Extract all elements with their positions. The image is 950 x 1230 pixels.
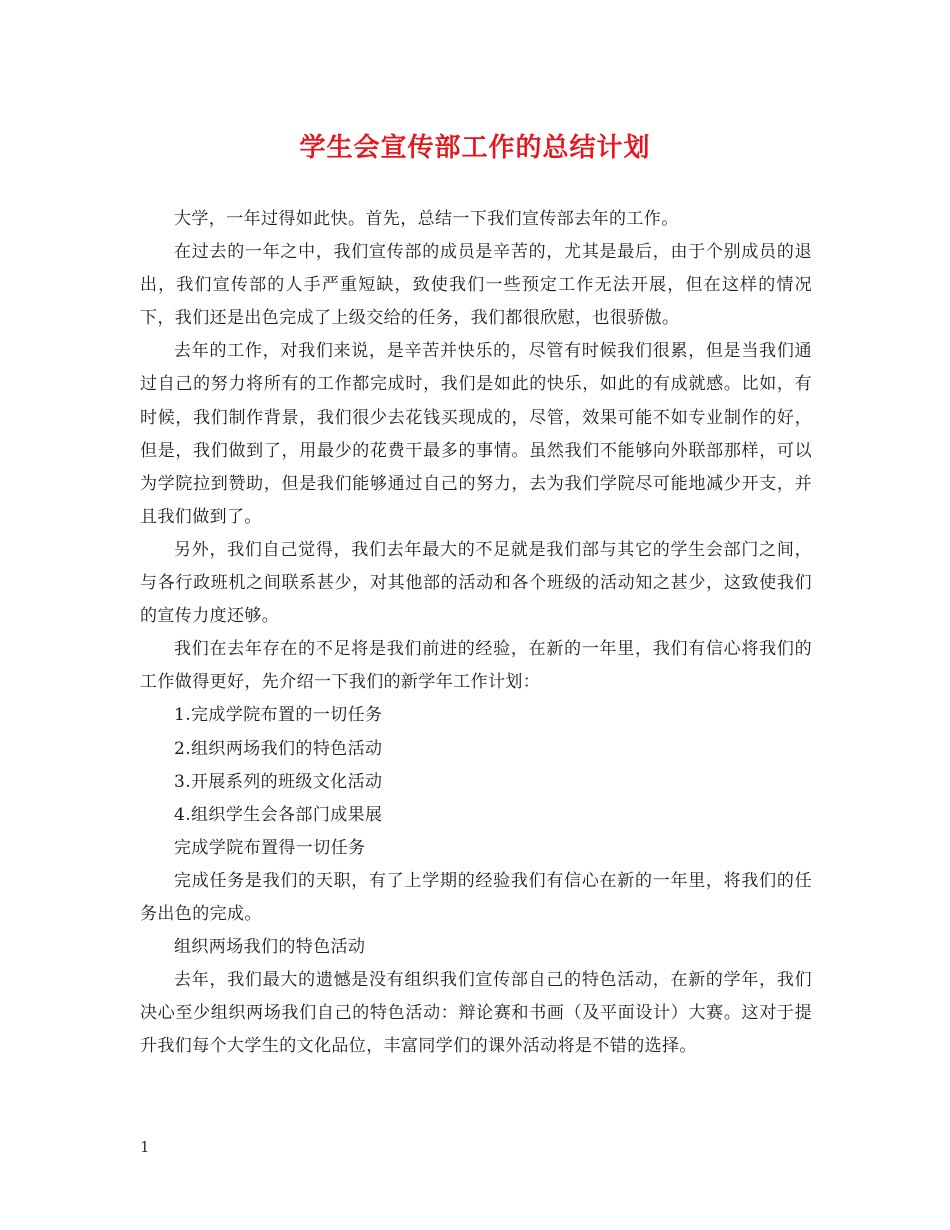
section-text-tasks: 完成任务是我们的天职，有了上学期的经验我们有信心在新的一年里，将我们的任务出色的完成。 <box>140 870 812 924</box>
section-text-activities: 去年，我们最大的遗憾是没有组织我们宣传部自己的特色活动，在新的学年，我们决心至少组织两场我们自己的特色活动：辩论赛和书画（及平面设计）大赛。这对于提升我们每个大学生的文化品位，丰富同学们的课外活动将是不错的选择。 <box>140 970 812 1057</box>
paragraph-past-year: 在过去的一年之中，我们宣传部的成员是辛苦的，尤其是最后，由于个别成员的退出，我们宣传部的人手严重短缺，致使我们一些预定工作无法开展，但在这样的情况下，我们还是出色完成了上级交给的任务，我们都很欣慰，也很骄傲。 <box>140 242 812 329</box>
page-number: 1 <box>140 1138 150 1156</box>
section-heading-activities: 组织两场我们的特色活动 <box>174 937 366 958</box>
plan-list-item: 3.开展系列的班级文化活动 <box>174 771 383 792</box>
document-body <box>140 203 812 1063</box>
section-heading-tasks: 完成学院布置得一切任务 <box>174 837 366 858</box>
plan-list-item: 1.完成学院布置的一切任务 <box>174 705 383 726</box>
paragraph-intro: 大学，一年过得如此快。首先，总结一下我们宣传部去年的工作。 <box>174 209 679 229</box>
plan-list-item: 2.组织两场我们的特色活动 <box>174 738 383 759</box>
plan-list-item: 4.组织学生会各部门成果展 <box>174 804 383 825</box>
paragraph-work-review: 去年的工作，对我们来说，是辛苦并快乐的，尽管有时候我们很累，但是当我们通过自己的努力将所有的工作都完成时，我们是如此的快乐，如此的有成就感。比如，有时候，我们制作背景，我们很少去花钱买现成的，尽管，效果可能不如专业制作的好，但是，我们做到了，用最少的花费干最多的事情。虽然我们不能够向外联部那样，可以为学院拉到赞助，但是我们能够通过自己的努力，去为我们学院尽可能地减少开支，并且我们做到了。 <box>140 341 812 527</box>
paragraph-plan-intro: 我们在去年存在的不足将是我们前进的经验，在新的一年里，我们有信心将我们的工作做得更好，先介绍一下我们的新学年工作计划： <box>140 639 812 693</box>
document-title: 学生会宣传部工作的总结计划 <box>299 133 651 163</box>
paragraph-shortcomings: 另外，我们自己觉得，我们去年最大的不足就是我们部与其它的学生会部门之间，与各行政班机之间联系甚少，对其他部的活动和各个班级的活动知之甚少，这致使我们的宣传力度还够。 <box>140 539 812 627</box>
